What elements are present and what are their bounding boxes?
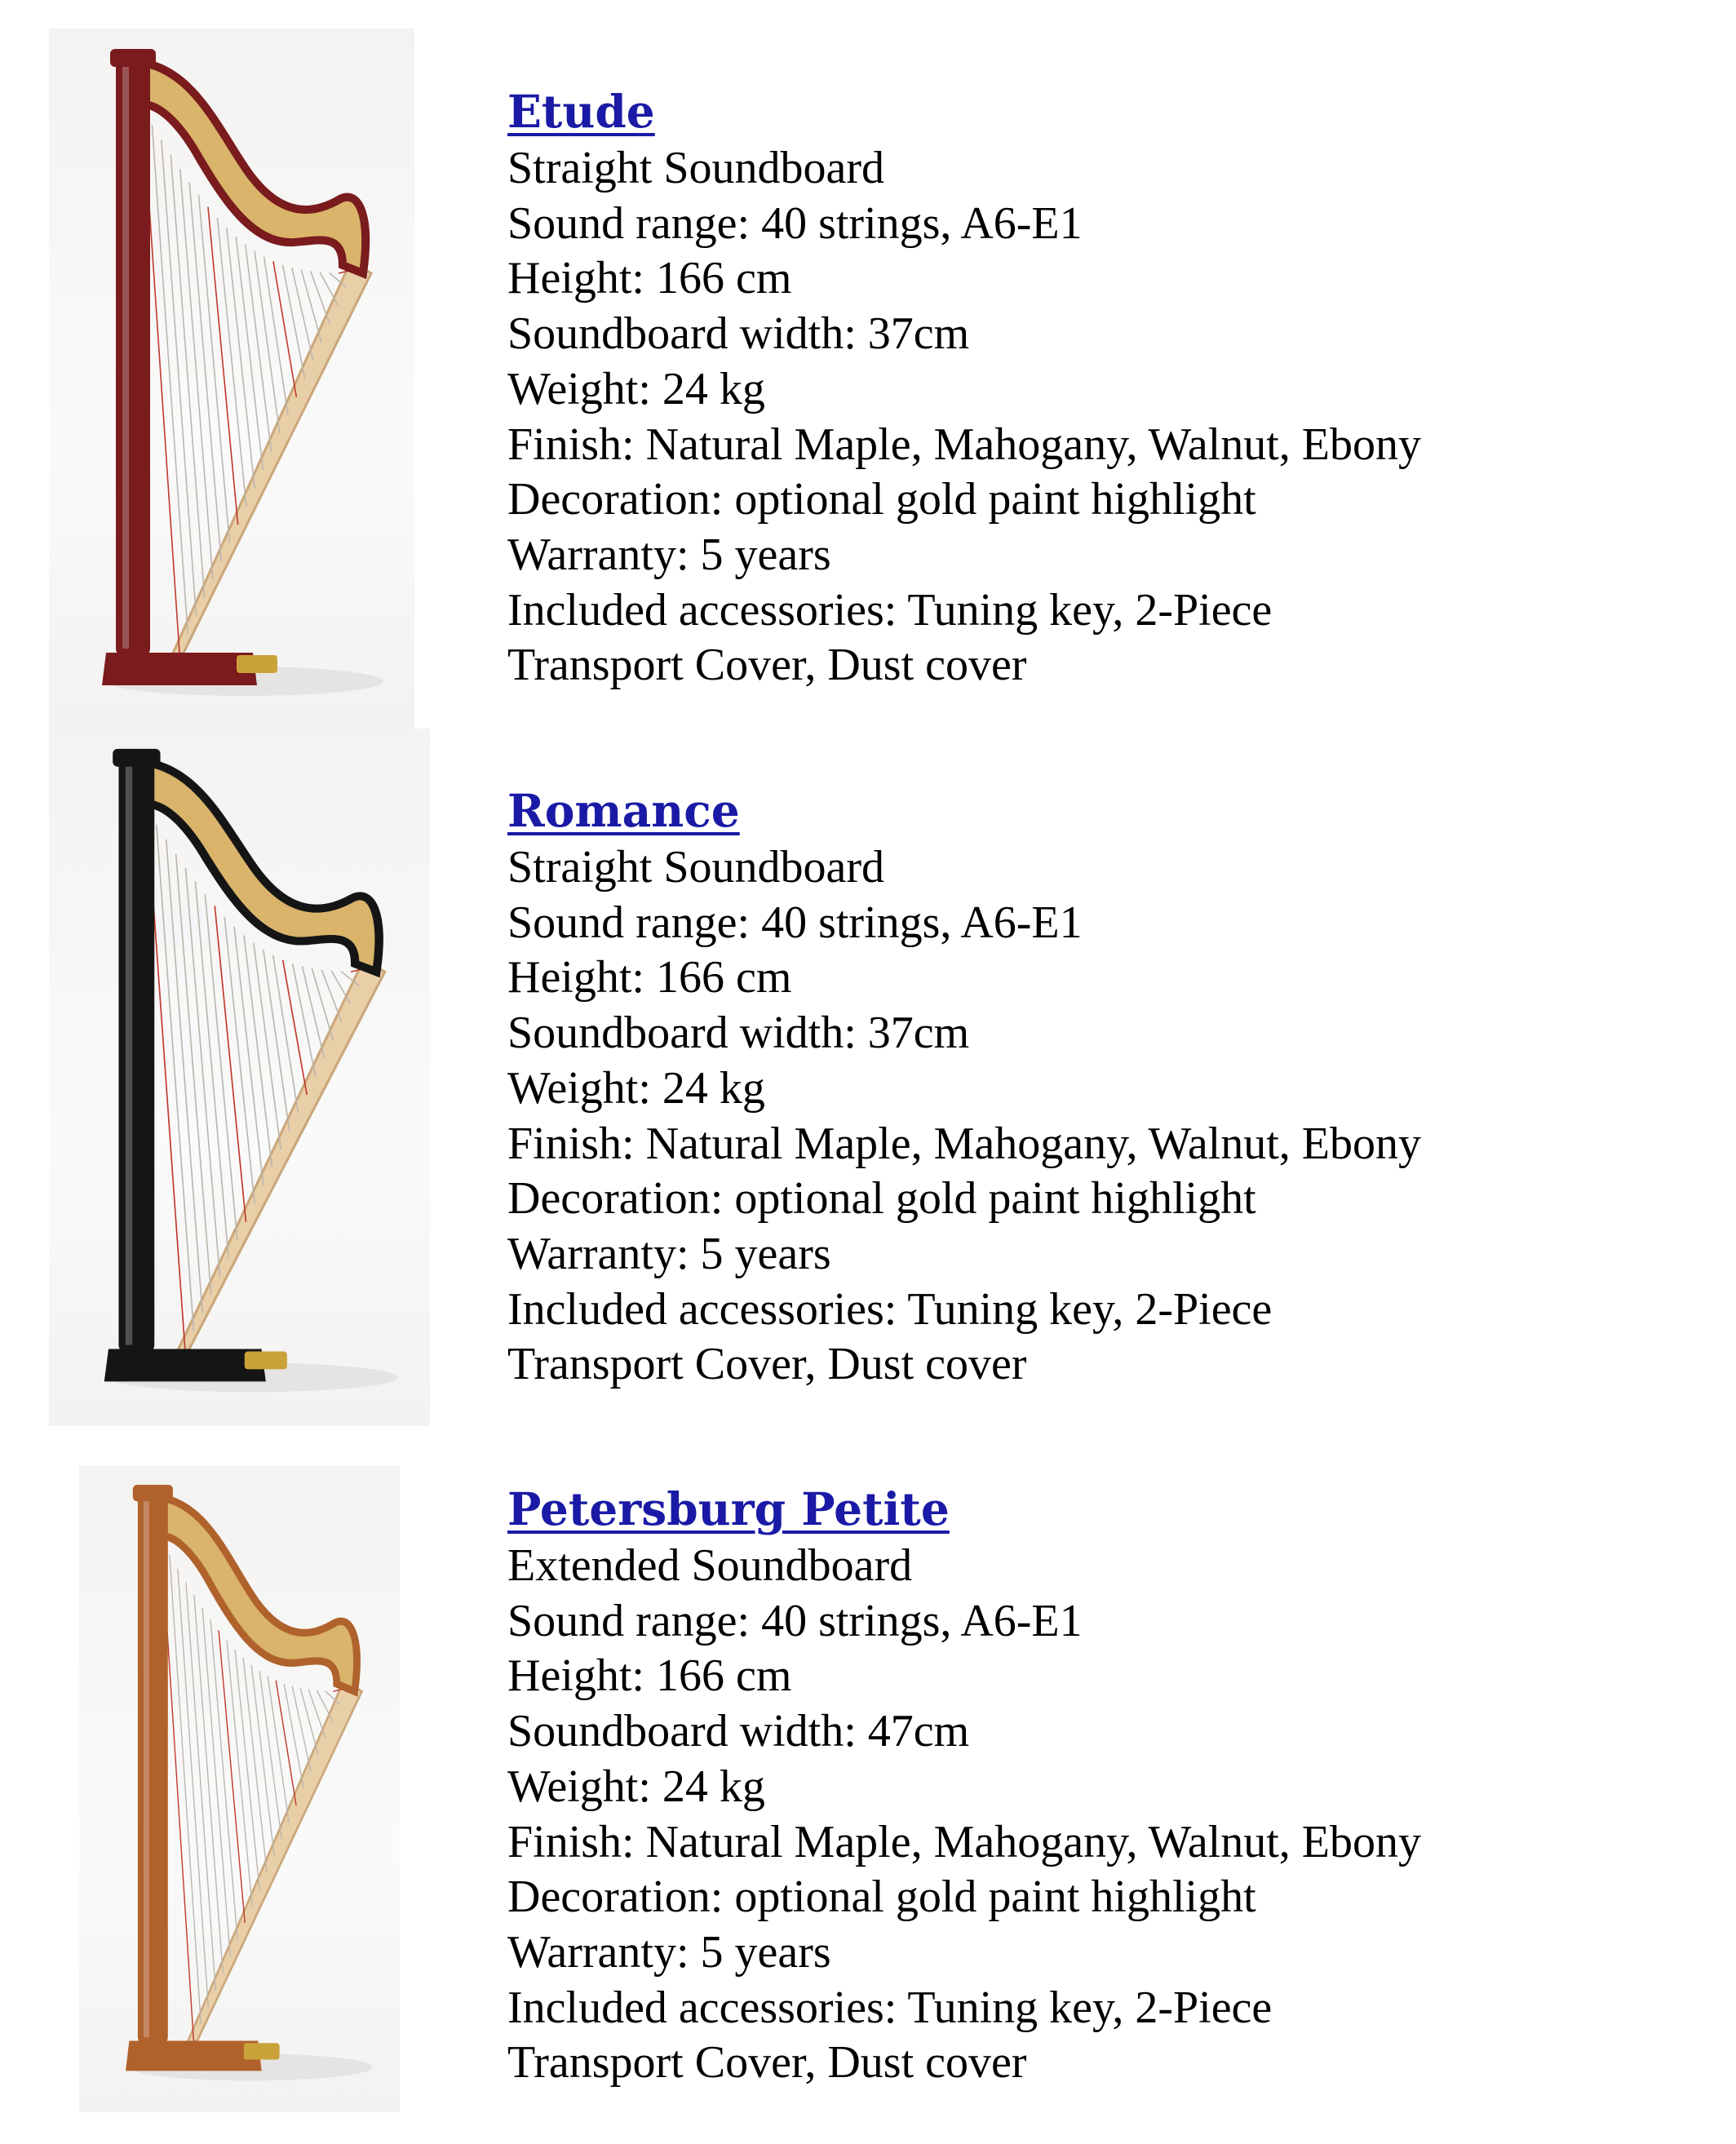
spec-soundboard-width: Soundboard width: 37cm bbox=[507, 308, 970, 360]
spec-weight: Weight: 24 kg bbox=[507, 363, 765, 414]
harp-title-link[interactable]: Petersburg Petite bbox=[507, 1482, 950, 1535]
harp-title-link[interactable]: Etude bbox=[507, 85, 655, 138]
spec-accessories: Included accessories: Tuning key, 2-Piece bbox=[507, 584, 1273, 636]
spec-warranty: Warranty: 5 years bbox=[507, 529, 831, 580]
spec-soundboard-width: Soundboard width: 47cm bbox=[507, 1706, 970, 1757]
spec-accessories-cont: Transport Cover, Dust cover bbox=[507, 640, 1027, 691]
spec-finish: Finish: Natural Maple, Mahogany, Walnut, Ebony bbox=[507, 419, 1421, 470]
spec-accessories: Included accessories: Tuning key, 2-Piece bbox=[507, 1283, 1273, 1335]
spec-warranty: Warranty: 5 years bbox=[507, 1228, 831, 1279]
spec-height: Height: 166 cm bbox=[507, 1650, 792, 1702]
spec-sound-range: Sound range: 40 strings, A6-E1 bbox=[507, 897, 1083, 948]
spec-weight: Weight: 24 kg bbox=[507, 1062, 765, 1114]
harp-specs bbox=[507, 1483, 1421, 2091]
spec-soundboard-width: Soundboard width: 37cm bbox=[507, 1008, 970, 1059]
spec-warranty: Warranty: 5 years bbox=[507, 1926, 831, 1978]
harp-icon bbox=[79, 1466, 400, 2112]
spec-height: Height: 166 cm bbox=[507, 253, 792, 304]
spec-accessories-cont: Transport Cover, Dust cover bbox=[507, 1339, 1027, 1390]
spec-finish: Finish: Natural Maple, Mahogany, Walnut, Ebony bbox=[507, 1816, 1421, 1867]
spec-accessories-cont: Transport Cover, Dust cover bbox=[507, 2037, 1027, 2089]
harp-title-link[interactable]: Romance bbox=[507, 784, 740, 837]
spec-weight: Weight: 24 kg bbox=[507, 1761, 765, 1812]
spec-soundboard: Extended Soundboard bbox=[507, 1540, 913, 1591]
spec-decoration: Decoration: optional gold paint highlight bbox=[507, 474, 1256, 525]
spec-soundboard: Straight Soundboard bbox=[507, 842, 884, 893]
spec-height: Height: 166 cm bbox=[507, 952, 792, 1003]
spec-finish: Finish: Natural Maple, Mahogany, Walnut, Ebony bbox=[507, 1118, 1421, 1169]
spec-accessories: Included accessories: Tuning key, 2-Piece bbox=[507, 1982, 1273, 2033]
spec-sound-range: Sound range: 40 strings, A6-E1 bbox=[507, 1595, 1083, 1646]
spec-decoration: Decoration: optional gold paint highlight bbox=[507, 1872, 1256, 1923]
spec-decoration: Decoration: optional gold paint highlight bbox=[507, 1173, 1256, 1225]
spec-soundboard: Straight Soundboard bbox=[507, 143, 884, 193]
spec-sound-range: Sound range: 40 strings, A6-E1 bbox=[507, 197, 1083, 249]
harp-photo-petersburg-petite bbox=[79, 1466, 400, 2112]
